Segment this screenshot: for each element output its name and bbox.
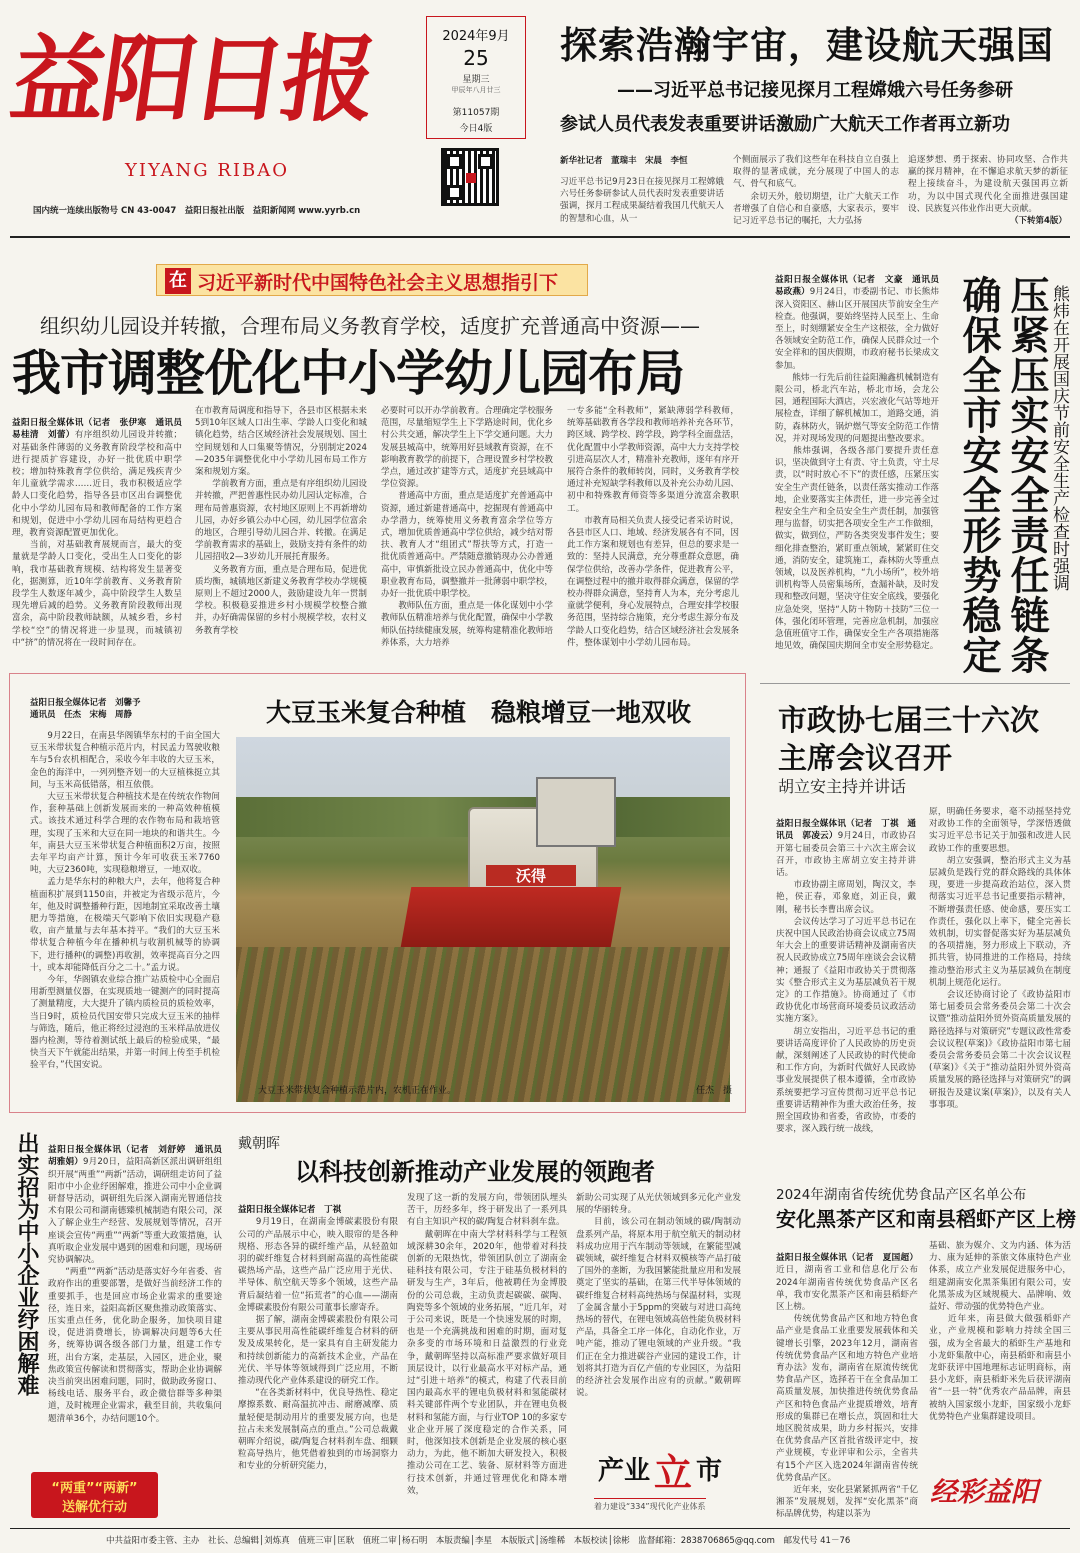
tech-col-1 <box>238 1192 398 1532</box>
date-box <box>426 16 526 139</box>
sme-col-text: 9月20日，益阳高新区派出调研组组织开展“两重”“两新”活动，调研组走访问了益阳市中小企业纾困解难，推进公司中小企业调研督导活动，调研组先后深入湖南光智通信技术有限公司和湖南德臻机械制造有限公司，深入了解企业生产经营、发展规划等情况，召开座谈会宣传“两重”“两新”等重大政策措施，认真听取企业发展中遇到的困难和问题，现场研究协调解决。 “两重”“两新”活动是落实好今年省委、省政府作出的重要部署，是做好当前经济工作的重要抓手，也是回应市场企业需求的重要途径，连日来，益阳高新区聚焦推动政策落实、压实重点任务，优化助企服务，加快项目建设，促进消费增长，协调解决问题等6大任务，统筹协调各级各部门力量，组建工作专班，出台方案，走基层，入园区，进企业，聚焦政策宣传解读和贯彻落实，帮助企业协调解决当前突出困难问题，同时，做助政务窗口、杨线电话、服务平台，政企微信群等多种渠道，及时梳理企业需求，截至目前，共收集问题清单36个，办结问题10个。 <box>48 1157 222 1424</box>
safety-subtitle: 熊炜在开展国庆节前安全生产检查时强调 <box>1049 285 1069 591</box>
soy-photo[interactable] <box>236 737 733 1102</box>
cppcc-title-1: 市政协七届三十六次 <box>778 703 1040 737</box>
page-count: 今日4版 <box>459 124 493 134</box>
right-column-rule <box>760 683 1070 684</box>
harvester-cab <box>536 777 616 847</box>
industry-logo-b: 立 <box>654 1451 693 1495</box>
industry-logo-a: 产业 <box>598 1456 651 1486</box>
footer-rule <box>10 1528 1070 1529</box>
qr-code-icon[interactable] <box>441 148 499 206</box>
corner-logo: 经彩益阳 <box>930 1477 1038 1508</box>
cppcc-byline: 益阳日报全媒体讯（记者 丁祺 通讯员 郭凌云） <box>776 819 916 842</box>
issue-number: 第11057期 <box>452 108 500 118</box>
main-col-2: 在市教育局调度和指导下，各县市区根据未来5到10年区域人口出生率、学龄人口变化和城镇化趋势，结合区域经济社会发展规划、国土空间规划和人口集聚等情况，分别制定2024—2035年调整优化中小学幼儿园布局工作方案和规划方案。 学前教育方面，重点是有序组织幼儿园设并转撤，严把普惠性民办幼儿园认定标准，合理布局普惠资源，农村地区原则上不再新增幼儿园，办好乡镇公办中心园，幼儿园学位富余的地区，合理引导幼儿园合并、转撤。在满足学前教育需求的基础上，鼓励支持有条件的幼儿园招收2—3岁幼儿开展托育服务。 义务教育方面，重点是合理布局，促进优质均衡，城镇地区新建义务教育学校办学规模原则上不超过2000人，鼓励建设九年一贯制学校。积极稳妥推进乡村小规模学校整合撤并，办好确需保留的乡村小规模学校，农村义务教育学校 <box>195 406 367 636</box>
industry-logo-tag: 着力建设“334”现代化产业体系 <box>594 1498 706 1512</box>
tech-col-2: 发现了这一新的发展方向，带领团队埋头苦干，历经多年，终于研发出了一系列具有自主知识产权的碳/陶复合材料刹车盘。 戴朝晖在中南大学材料科学与工程领域深耕30余年，2020年，他带着对科技创新的无限热忱，带领团队创立了湖南金硅科技有限公司，专注于硅基负极材料的研发与生产，3年后，他被聘任为金博股份的公司总裁，主动负责起碳碳、碳陶、陶瓷等多个领域的业务拓展，“近几年，对于公司来说，既是一个快速发展的时期，也是一个充满挑战和困难的时期，面对复杂多变的市场环境和日益激烈的行业竞争，戴朝晖坚持以高标准严要求做好项目顶层设计，以行业最高水平对标产品，通过“引进＋培养”的模式，构建了代表目前国内最高水平的锂电负极材料和氢能碳材料关键部件两个专业团队，并在锂电负极材料和氢能方面，与行业TOP 10的多家专业企业开展了深度稳定的合作关系，同时，他深知技术创新是企业发展的核心驱动力，为此，他不断加大研发投入，积极推动公司在工艺、装备、原材料等方面进行技术创新，并通过管理优化和降本增效， <box>407 1193 567 1496</box>
soy-byline: 益阳日报全媒体记者 刘馨予 通讯员 任杰 宋梅 周静 <box>30 698 141 720</box>
soy-col: 9月22日，在南县华阁镇华东村的千亩全国大豆玉米带状复合种植示范片内，村民孟力驾驶收粮车与5台农机相配合，采收今年丰收的大豆玉米，金色的海洋中，一列列整齐划一的大豆植株挺立其间，与玉米高低错落，相互依偎。 大豆玉米带状复合种植技术是在传统农作物间作，套种基础上创新发展而来的一种高效种植模式。该技术通过科学合理的农作物布局和栽培管理，实现了玉米和大豆在同一地块的和谐共生。今年，南县大豆玉米带状复合种植面积2万亩，按照去年平均亩产计算，预计今年可收获玉米7760吨，大豆2360吨，实现稳粮增豆，一地双收。 孟力是华东村的种粮大户，去年，他将复合种植面积扩展到1150亩，并被定为省级示范片，今年，他及时调整播种行距，因地制宜采取改善土壤肥力等措施，在极端天气影响下依旧实现稳产稳收，亩产量量与去年基本持平。“我们的大豆玉米带状复合种植今年在播种机与收割机械等的协调下，进行播种(的调整)再收割，效率提高百分之四十，或本却能降低百分之二十。”孟力说。 今年，华阁镇农业综合推广站质检中心全面启用新型测量仪器，在实现质地一键测产的同时提高了测量精度，大大提升了镇内质检员的质检效率，当日9时，质检员代国安带只完成大豆玉米的抽样与筛选，随后，他正将经过浸泡的玉米样品放进仪器内检测，等待着测试纸上最后的检验成果，“最快当天下午就能出结果，并第一时间上传至手机检验平台，”代国安说。 <box>30 731 220 1071</box>
lead-col-3: 追逐梦想、勇于探索、协同攻坚、合作共赢的探月精神，在不懈追求航天梦的新征程上接续奋斗，为建设航天强国再立新功，为以中国式现代化全面推进强国建设、民族复兴伟业作出更大贡献。 <box>908 155 1068 214</box>
lead-subtitle-1: ——习近平总书记接见探月工程嫦娥六号任务参研 <box>617 80 1013 101</box>
soy-title: 大豆玉米复合种植 稳粮增豆一地双收 <box>266 698 692 727</box>
tech-title: 以科技创新推动产业发展的领跑者 <box>295 1157 655 1186</box>
ideology-banner <box>156 264 588 296</box>
soy-caption: 大豆玉米带状复合种植示范片内，农机正在作业。 <box>258 1086 457 1096</box>
cppcc-col-2: 原，明确任务要求，毫不动摇坚持党对政协工作的全面领导，学深悟透做实习近平总书记关于加强和改进人民政协工作的重要思想。 胡立安强调，整治形式主义为基层减负是践行党的群众路线的具体体现，要进一步提高政治站位，深入贯彻落实习近平总书记重要指示精神，不断增强责任感、使命感，要压实工作责任，强化以上率下，健全完善长效机制，切实督促落实好为基层减负的各项措施，努力形成上下联动，齐抓共管，协同推进的工作格局，持续推动整治形式主义为基层减负在制度机制上规范化运行。 会议还协商讨论了《政协益阳市第七届委员会常务委员会第二十次会议暨“推动益阳外贸外资高质量发展的路径选择与对策研究”专题议政性常委会议议程(草案)》《政协益阳市第七届委员会常务委员会第二十次会议议程(草案)》《关于“推动益阳外贸外资高质量发展的路径选择与对策研究”的调研报告及建议案(草案)》，以及有关人事事项。 <box>929 807 1071 1110</box>
masthead-logo <box>4 10 422 160</box>
main-col-1 <box>12 405 191 667</box>
masthead-rule <box>10 236 1070 238</box>
badge-line-2: 送解优行动 <box>61 1500 127 1515</box>
main-byline: 益阳日报全媒体讯（记者 张伊寒 通讯员 易桂清 刘蕾） <box>12 418 191 441</box>
safety-title-a: 压紧压实安全责任链条 <box>1004 275 1049 675</box>
tech-author: 戴朝晖 <box>238 1136 280 1152</box>
badge-line-1: “两重”“两新” <box>51 1481 138 1496</box>
lead-title: 探索浩瀚宇宙，建设航天强国 <box>560 24 1054 67</box>
tea-col-1-text: 近日，湖南省工业和信息化厅公布2024年湖南省传统优势食品产区名单，我市安化黑茶产区和南县稻虾产区上榜。 传统优势食品产区和地方特色食品产业是食品工业重要发展载体和关键增长引擎，2023年12月，湖南省传统优势食品产区和地方特色产业培育办法》发布，湖南省在原流传统优势食品产区，选择若干在全食品加工高质量发展，加快推进传统优势食品产区和特色食品产业提质增效，培育形成的集群已在增长点，筑固和壮大地区脱贫成果，助力乡村振兴，安排在优势食品产区首批省级评定中，按产业规模，专业评审和公示，全省共有15个产区入选2024年湖南省传统优势食品产区。 近年来，安化县紧紧抓两省“千亿湘茶”发展规划，发挥“安化黑茶”商标品牌优势，构建以茶为 <box>776 1265 918 1520</box>
harvester-header <box>401 887 622 947</box>
safety-text: 9月24日，市委副书记、市长熊炜深入资阳区、赫山区开展国庆节前安全生产检查。他强调，要始终坚持人民至上、生命至上，时刻绷紧安全生产这根弦，全力做好各领域安全防范工作，确保人民群众过一个安全祥和的国庆假期，市政府秘书长梁成文参加。 熊炜一行先后前往益阳瀚鑫机械制造有限公司，桥北汽车站，桥北市场，会龙公园，通程国际大酒店，兴宏液化气站等地开展检查，详细了解机械加工，道路交通，消防，森林防火，锅炉燃气等安全防范工作情况，并对现场发现的问题提出整改要求。 熊炜强调，各级各部门要提升责任意识，坚决做到守土有责、守土负责，守土尽责，以“时时放心不下”的责任感，压紧压实安全生产责任链条，以责任落实推动工作落地，企业要落实主体责任，进一步完善全过程安全生产和全员安全生产责任制，加强管理与监督，切实把各项安全生产工作做细，做实，做到位，严防各类突发事件发生；要细化排查整治，紧盯重点领域，紧紧盯住交通，消防安全，建筑施工，森林防火等重点领域，以及医养机构，“九小场所”，校外培训机构等人员密集场所，查漏补缺，及时发现和整改问题，坚决守住安全底线，要强化应急处突，坚持“人防＋物防＋技防”三位一体，强化闭环管理，完善应急机制，加强应急值班值守工作，确保安全生产各项措施落地见效，确保国庆期间全市安全形势稳定。 <box>775 287 939 652</box>
date-weekday: 星期三 <box>462 75 490 85</box>
safety-title-b: 确保全市安全形势稳定 <box>956 275 1001 675</box>
tech-col-3: 新助公司实现了从光伏领域到多元化产业发展的华丽转身。 目前，该公司在制动领域的碳/陶制动盘系列产品，将原本用于航空航天的制动材料成功应用于汽车制动等领域，在繁能型减碳领域，碳纤维复合材料双模核等产品打破了国外的垄断，为我国繁能批量应用和发展奠定了坚实的基础，在第三代半导体领域的碳纤维复合材料高纯热场与保温材料，实现了金属含量小于5ppm的突破与对进口高纯热场的替代，在锂电领域高倍性能负极材料产品，具备全工序一体化，自动化作业，万吨产能，推动了锂电领域的产业升级。“我们正在全力推进碳谷产业园的建设工作，计划将其打造为百亿产值的专业园区，为益阳的经济社会发展作出应有的贡献。”戴朝晖说。 <box>576 1193 741 1399</box>
cppcc-col-1 <box>776 806 916 1158</box>
tea-byline: 益阳日报全媒体讯（记者 夏国超） <box>776 1253 918 1264</box>
tech-byline: 益阳日报全媒体记者 丁祺 <box>238 1205 342 1216</box>
industry-logo <box>588 1442 738 1518</box>
main-kicker: 组织幼儿园设并转撤，合理布局义务教育学校，适度扩充普通高中资源—— <box>40 314 700 338</box>
lead-subtitle-2: 参试人员代表发表重要讲话激励广大航天工作者再立新功 <box>560 114 1010 135</box>
main-title: 我市调整优化中小学幼儿园布局 <box>12 345 685 402</box>
lead-continued: （下转第4版） <box>1010 216 1067 226</box>
masthead-cn-line: 国内统一连续出版物号 CN 43-0047 益阳日报社出版 益阳新闻网 www.yyrb.cn <box>33 206 361 216</box>
masthead-pinyin: YIYANG RIBAO <box>125 160 289 181</box>
cppcc-title-2: 主席会议召开 <box>778 741 953 775</box>
tea-head: 2024年湖南省传统优势食品产区名单公布 <box>776 1187 1027 1203</box>
main-col-1-text: 有序组织幼儿园设并转撤；对基础条件薄弱的义务教育阶段学校和高中进行提质扩容建设，办好一批优质中职学校；增加特殊教育学位供给，满足残疾青少年儿童就学需求……近日，我市积极适应学龄人口变化趋势，指导各县市区出台调整优化中小学幼儿园布局和教师配备的工作方案和规划，促进中小学幼儿园布局结构更趋合理，教育资源配置更加优化。 当前，对基础教育展规而言，最大的变量就是学龄人口变化，受出生人口变化的影响，我市基础教育规模、结构将发生显著变化，据测算，近10年学前教育、义务教育阶段学生人数逐年减少，高中阶段学生人数呈现先增后减的趋势。义务教育阶段教师出现富余，高中阶段教师缺额，从城乡看，乡村学校“空”的情况将进一步显现，而城镇初中“挤”的情况将在一段时间存在。 <box>12 430 182 648</box>
main-col-4: 一专多能“全科教师”，紧缺薄弱学科教师，统筹基础教育各学段和教师培养补充各环节，跨区域、跨学校、跨学段，跨学科全面盘活，优化配置中小学教师资源，高中大力支持学校引进高层次人才，精准补充教师，逐年有序开展符合条件的教师转岗，同时，义务教育学校通过补充短缺学科教师以及补充公办幼儿园、初中和特殊教育师资等多渠道分流富余教职工。 市教育局相关负责人接受记者采访时说，各县市区人口、地域、经济发展各有不同，因此工作方案和规划也有差异，但总的要求是一致的：坚持人民满意，充分尊重群众意愿，确保学位供给，改善办学条件，促进教育公平，在调整过程中的撤并取得群众满意，保留的学校办得群众满意，坚持育人为本，充分考虑儿童就学便利，身心发展特点，合理安排学校服务范围，坚持综合施策，充分考虑生源分布及学龄人口变化趋势，结合区域经济社会发展条件，整体谋划中小学幼儿园布局。 <box>567 406 739 648</box>
date-lunar: 甲辰年八月廿三 <box>451 86 501 94</box>
date-day: 25 <box>463 46 489 70</box>
tea-col-2: 基础、旅为媒介、文为内涵、体为活力、康为延伸的茶旅文体康特色产业体系，成立产业发展促进服务中心，组建湖南安化黑茶集团有限公司，安化黑茶成为区域规模大、品牌响、效益好、带动强的优势特色产业。 近年来，南县做大做强稻虾产业，产业规模和影响力持续全国三强，成为全省最大的稻虾生产基地和小龙虾集散中心，南县稻虾和南县小龙虾获评中国地理标志证明商标，南县小龙虾，南县稻虾米先后获评湖南省“一县一特”优秀农产品品牌，南县被纳入国家级小龙虾，国家级小龙虾优势特色产业集群建设项目。 <box>929 1241 1071 1422</box>
banner-badge: 在 <box>165 268 191 294</box>
tea-title: 安化黑茶产区和南县稻虾产区上榜 <box>776 1207 1076 1231</box>
photo-field <box>236 947 733 1102</box>
soy-credit: 任杰 摄 <box>696 1086 733 1096</box>
tea-col-1 <box>776 1240 918 1520</box>
harvester-brand: 沃得 <box>486 865 576 886</box>
lead-byline: 新华社记者 董瑞丰 宋晨 李恒 <box>560 156 688 166</box>
logo-text: 益阳日报 <box>4 25 380 135</box>
lead-col-1: 习近平总书记9月23日在接见探月工程嫦娥六号任务参研参试人员代表时发表重要讲话强调，探月工程成果凝结着我国几代航天人的智慧和心血，从一 <box>560 177 724 224</box>
tech-col-1-text: 9月19日，在湖南金博碳素股份有限公司的产品展示中心，映入眼帘的是各种规格、形态各异的碳纤维产品，从轻盈如羽的碳纤维复合材料到耐高温的高性能碳碳热场产品，这些产品广泛应用于光伏、半导体、航空航天等多个领域，这些产品背后凝结着一位“拓荒者”的心血——湖南金博碳素股份有限公司董事长廖寄乔。 据了解，湖南金博碳素股份有限公司主要从事民用高性能碳纤维复合材料的研发及成果转化，是一家具有自主研发能力和持续创新能力的高新技术企业，产品在光伏、半导体等领域得到广泛应用，不断推动现代化产业体系建设的研究工作。 “在各类新材料中，优良导热性、稳定摩擦系数、耐高温抗冲击、耐磨减摩、质量轻便是制动用片的重要发展方向，也是拉占未来发展制高点的重点。”公司总裁戴朝晖介绍说，碳/陶复合材料刹车盘、细颗粒高导热片，他凭借着独到的市场洞察力和专业的分析研究能力， <box>238 1217 398 1472</box>
lead-col-2: 个侧面展示了我们这些年在科技自立自强上取得的显著成就，充分展现了中国人的志气、骨气和底气。 余切天外，般切期望，让广大航天工作者增强了自信心和自豪感，大家表示，要牢记习近平总书记的嘱托，大力弘扬 <box>733 155 899 227</box>
cppcc-col-1-text: 9月24日，市政协召开第七届委员会第三十六次主席会议召开，市政协主席胡立安主持并讲话。 市政协副主席周划，陶汉文，李艳，侯正春，邓象庭，刘正良，戴刚，秘书长李曹出席会议。 会议传达学习了习近平总书记在庆祝中国人民政治协商会议成立75周年大会上的重要讲话精神及湖南省庆祝人民政协成立75周年座谈会会议精神；通报了《益阳市政协关于贯彻落实《整合形式主义为基层减负若干规定》的工作措施》。协商通过了《市政协优化市场营商环境委员议政活动实施方案》。 胡立安指出，习近平总书记的重要讲话高度评价了人民政协的历史贡献，深刻阐述了人民政协的时代使命和工作方向，为新时代做好人民政协事业发展提供了根本遵循，全市政协系统要把学习宣传贯彻习近平总书记重要讲话精神作为重大政治任务，按照全国政协和省委，省政协，市委的要求，深入践行统一战线， <box>776 831 916 1135</box>
sme-col <box>48 1132 231 1470</box>
date-line: 2024年9月 <box>442 29 510 44</box>
banner-label: 习近平新时代中国特色社会主义思想指引下 <box>197 272 559 294</box>
two-new-badge <box>31 1472 158 1518</box>
footer-credits: 中共益阳市委主管、主办 社长、总编辑│刘炼真 值班三审│匡耿 值班二审│杨石明 本版责编│李星 本版版式│汤维稀 本版校读│徐彬 监督邮箱：2838706865@qq.com 邮发代号 41－76 <box>106 1536 851 1546</box>
sme-title: 出实招为中小企业纾困解难 <box>14 1132 39 1396</box>
safety-byline: 益阳日报全媒体讯（记者 文豪 通讯员 易政燕） <box>775 275 948 298</box>
industry-logo-c: 市 <box>696 1456 723 1486</box>
safety-body <box>775 262 948 670</box>
sme-byline: 益阳日报全媒体讯（记者 刘舒婷 通讯员 胡雅娟） <box>48 1145 231 1168</box>
cppcc-subtitle: 胡立安主持并讲话 <box>778 777 907 796</box>
main-col-3: 必要时可以开办学前教育。合理确定学校服务范围，尽量缩短学生上下学路途时间，优化乡村公共交通，解决学生上下学交通问题。大力发展县城高中，统筹用好县域教育资源，在不影响教育教学的前提下，合理设置乡村学校教学点，通过改扩建等方式，适度扩充县域高中学位资源。 普通高中方面，重点是适度扩充普通高中资源，通过新建普通高中，挖掘现有普通高中办学潜力，统筹使用义务教育富余学位等方式，增加优质普通高中学位供给，减少结对帮扶、教育人才“组团式”帮扶等方式，打造一批优质普通高中。严禁随意撤销现办公办普通高中，审慎新批设立民办普通高中，优化中等职业教育布局，调整撤并一批薄弱中职学校，办好一批优质中职学校。 教师队伍方面，重点是一体化谋划中小学教师队伍精准培养与优化配置，确保中小学教师队伍持续健康发展，统筹构建精准化教师培养体系，大力培养 <box>381 406 553 648</box>
